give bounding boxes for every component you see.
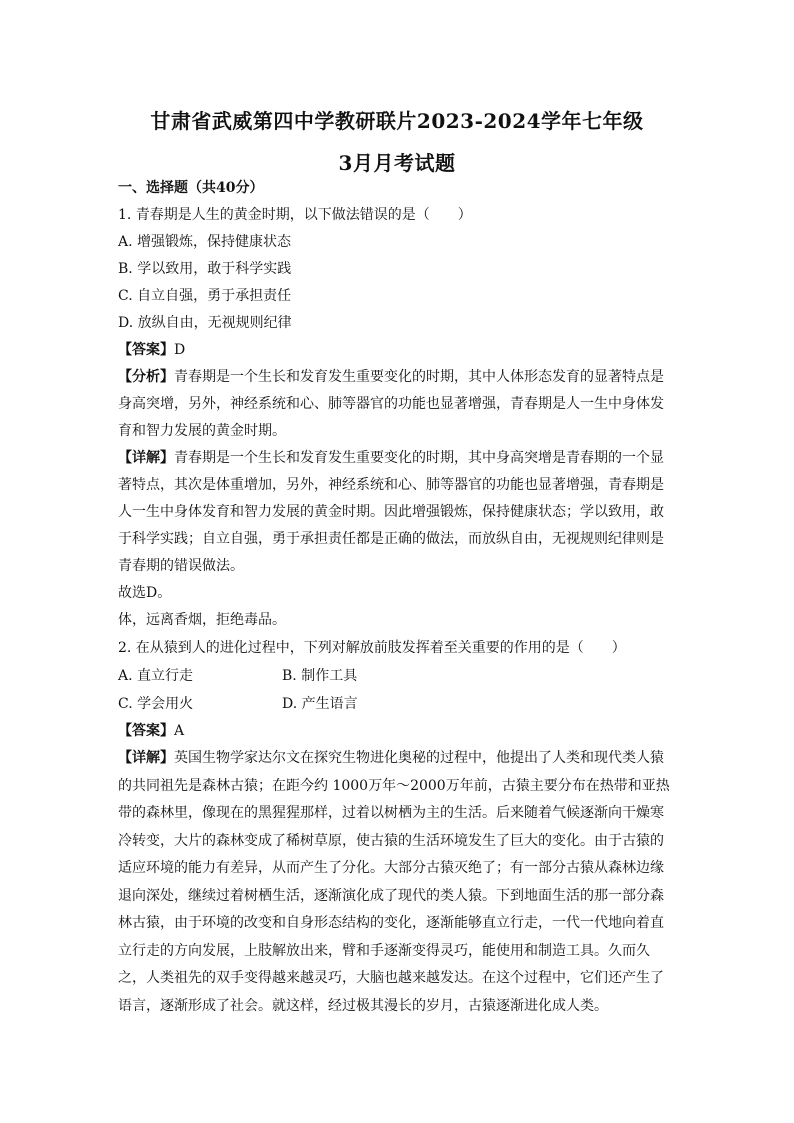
q2-detail-line: 带的森林里，像现在的黑猩猩那样，过着以树栖为主的生活。后来随着气候逐渐向干燥寒 [118,805,664,821]
q2-detail-line: 立行走的方向发展，上肢解放出来，臂和手逐渐变得灵巧，能使用和制造工具。久而久 [118,943,650,959]
q1-extra-text: 体，远离香烟，拒绝毒品。 [118,612,286,628]
exam-title-line1: 甘肃省武威第四中学教研联片2023-2024学年七年级 [150,109,644,133]
q2-detail-line: 冷转变，大片的森林变成了稀树草原，使古猿的生活环境发生了巨大的变化。由于古猿的 [118,833,664,849]
q2-detail-line: 林古猿，由于环境的改变和自身形态结构的变化，逐渐能够直立行走，一代一代地向着直 [118,915,664,931]
q2-option-d: D. 产生语言 [282,696,358,712]
q1-option-b: B. 学以致用，敢于科学实践 [118,261,292,277]
q1-conclusion: 故选D。 [118,585,172,601]
answer-value: A [174,723,185,739]
q2-option-c: C. 学会用火 [118,696,194,712]
q2-stem: 2. 在从猿到人的进化过程中，下列对解放前肢发挥着至关重要的作用的是（ ） [118,640,626,656]
q1-analysis-line [118,367,664,387]
detail-tag: 【详解】 [118,450,174,466]
q2-detail-line: 语言，逐渐形成了社会。就这样，经过极其漫长的岁月，古猿逐渐进化成人类。 [118,998,608,1014]
q1-stem: 1. 青春期是人生的黄金时期，以下做法错误的是（ ） [118,207,472,223]
detail-text: 英国生物学家达尔文在探究生物进化奥秘的过程中，他提出了人类和现代类人猿 [174,750,664,766]
exam-title-line2: 3月月考试题 [338,151,456,175]
q2-answer [118,721,184,741]
q2-detail-line: 适应环境的能力有差异，从而产生了分化。大部分古猿灭绝了；有一部分古猿从森林边缘 [118,860,664,876]
section-heading: 一、选择题（共40分） [118,180,264,196]
q1-option-d: D. 放纵自由，无视规则纪律 [118,315,292,331]
analysis-tag: 【分析】 [118,369,174,385]
answer-tag: 【答案】 [118,342,174,358]
q2-detail-line: 退向深处，继续过着树栖生活，逐渐演化成了现代的类人猿。下到地面生活的那一部分森 [118,888,664,904]
analysis-text: 青春期是一个生长和发育发生重要变化的时期，其中人体形态发育的显著特点是 [174,369,664,385]
q1-answer [118,340,185,360]
q1-analysis-line: 身高突增，另外，神经系统和心、肺等器官的功能也显著增强，青春期是人一生中身体发 [118,396,664,412]
answer-tag: 【答案】 [118,723,174,739]
q2-detail-line [118,748,664,768]
answer-value: D [174,342,186,358]
q1-option-a: A. 增强锻炼，保持健康状态 [118,234,292,250]
detail-text: 青春期是一个生长和发育发生重要变化的时期，其中身高突增是青春期的一个显 [174,450,664,466]
q1-detail-line: 人一生中身体发育和智力发展的黄金时期。因此增强锻炼，保持健康状态；学以致用，敢 [118,504,664,520]
q2-detail-line: 之，人类祖先的双手变得越来越灵巧，大脑也越来越发达。在这个过程中，它们还产生了 [118,970,664,986]
q2-option-b: B. 制作工具 [282,668,358,684]
q1-analysis-line: 育和智力发展的黄金时期。 [118,423,286,439]
q1-detail-line [118,448,664,468]
q1-detail-line: 于科学实践；自立自强，勇于承担责任都是正确的做法，而放纵自由，无视规则纪律则是 [118,531,664,547]
q2-detail-line: 的共同祖先是森林古猿；在距今约 1000万年～2000万年前，古猿主要分布在热带和亚热 [118,778,670,794]
q2-option-a: A. 直立行走 [118,668,194,684]
q1-option-c: C. 自立自强，勇于承担责任 [118,288,292,304]
detail-tag: 【详解】 [118,750,174,766]
q1-detail-line: 青春期的错误做法。 [118,558,244,574]
q1-detail-line: 著特点，其次是体重增加，另外，神经系统和心、肺等器官的功能也显著增强，青春期是 [118,477,664,493]
